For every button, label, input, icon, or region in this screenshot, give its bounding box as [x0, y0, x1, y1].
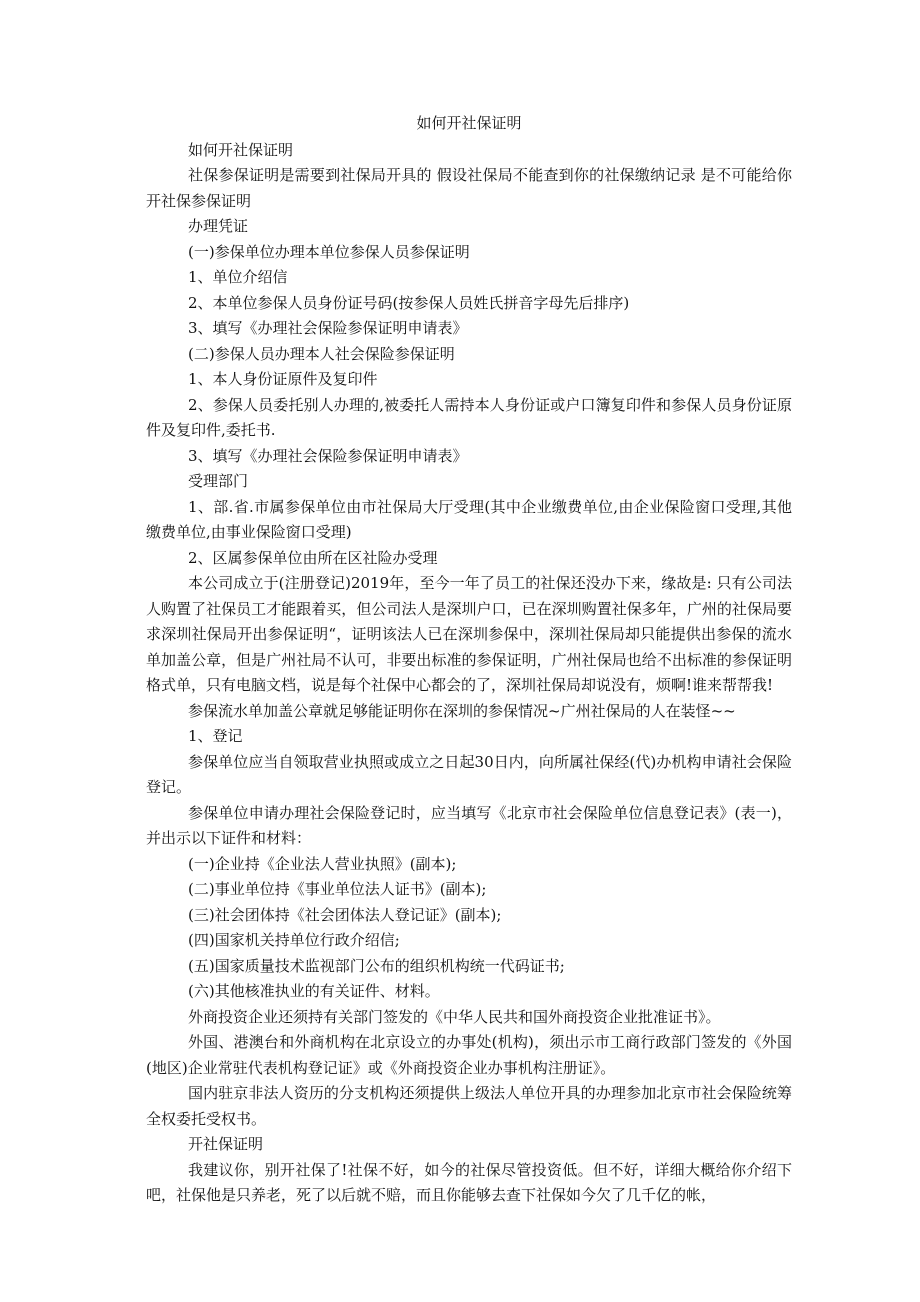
- paragraph: 1、单位介绍信: [188, 268, 288, 286]
- paragraph: 国内驻京非法人资历的分支机构还须提供上级法人单位开具的办理参加北京市社会保险统筹全权委托受权书。: [146, 1084, 792, 1128]
- paragraph: 我建议你，别开社保了!社保不好，如今的社保尽管投资低。但不好，详细大概给你介绍下吧，社保他是只养老，死了以后就不赔，而且你能够去查下社保如今欠了几千亿的帐，: [146, 1160, 792, 1204]
- paragraph: (六)其他核准执业的有关证件、材料。: [188, 982, 440, 1000]
- paragraph: (一)企业持《企业法人营业执照》(副本);: [188, 854, 457, 873]
- paragraph: 2、参保人员委托别人办理的,被委托人需持本人身份证或户口簿复印件和参保人员身份证原件及复印件,委托书.: [146, 395, 792, 439]
- paragraph: (三)社会团体持《社会团体法人登记证》(副本);: [188, 905, 502, 924]
- paragraph: 办理凭证: [188, 217, 249, 235]
- paragraph: 3、填写《办理社会保险参保证明申请表》: [188, 446, 468, 465]
- paragraph: (四)国家机关持单位行政介绍信;: [188, 931, 400, 949]
- paragraph: 1、登记: [188, 727, 243, 745]
- paragraph: 1、本人身份证原件及复印件: [188, 370, 378, 388]
- paragraph: 外商投资企业还须持有关部门签发的《中华人民共和国外商投资企业批准证书》。: [188, 1007, 721, 1026]
- paragraph: 如何开社保证明: [188, 140, 294, 159]
- paragraph: (二)参保人员办理本人社会保险参保证明: [188, 344, 455, 363]
- paragraph: 外国、港澳台和外商机构在北京设立的办事处(机构)，须出示市工商行政部门签发的《外国(地区)企业常驻代表机构登记证》或《外商投资企业办事机构注册证》。: [146, 1033, 792, 1077]
- paragraph: 受理部门: [188, 472, 249, 490]
- document-title: 如何开社保证明: [416, 114, 522, 132]
- paragraph: 2、区属参保单位由所在区社险办受理: [188, 548, 438, 567]
- paragraph: (一)参保单位办理本单位参保人员参保证明: [188, 242, 470, 261]
- paragraph: 参保流水单加盖公章就足够能证明你在深圳的参保情况~广州社保局的人在装怪~~: [188, 701, 736, 720]
- paragraph: 1、部.省.市属参保单位由市社保局大厅受理(其中企业缴费单位,由企业保险窗口受理,其他缴费单位,由事业保险窗口受理): [146, 497, 792, 541]
- paragraph: 本公司成立于(注册登记)2019年，至今一年了员工的社保还没办下来，缘故是: 只有公司法人购置了社保员工才能跟着买，但公司法人是深圳户口，已在深圳购置社保多年，广州的社保局要求深圳社保局开出参保证明“，证明该法人已在深圳参保中，深圳社保局却只能提供出参保的流水单加盖公章，但是广州社局不认可，非要出标准的参保证明，广州社保局也给不出标准的参保证明格式单，只有电脑文档，说是每个社保中心都会的了，深圳社保局却说没有，烦啊!谁来帮帮我!: [146, 574, 792, 694]
- paragraph: 开社保证明: [188, 1135, 264, 1153]
- paragraph: (二)事业单位持《事业单位法人证书》(副本);: [188, 880, 487, 898]
- document-body: [146, 111, 792, 1209]
- paragraph: 参保单位申请办理社会保险登记时，应当填写《北京市社会保险单位信息登记表》(表一)，并出示以下证件和材料：: [146, 803, 792, 847]
- paragraph: (五)国家质量技术监视部门公布的组织机构统一代码证书;: [188, 956, 565, 975]
- paragraph: 2、本单位参保人员身份证号码(按参保人员姓氏拼音字母先后排序): [188, 293, 630, 312]
- paragraph: 参保单位应当自领取营业执照或成立之日起30日内，向所属社保经(代)办机构申请社会保险登记。: [146, 752, 792, 796]
- paragraph: 3、填写《办理社会保险参保证明申请表》: [188, 319, 468, 337]
- paragraph: 社保参保证明是需要到社保局开具的 假设社保局不能查到你的社保缴纳记录 是不可能给你开社保参保证明: [146, 166, 792, 210]
